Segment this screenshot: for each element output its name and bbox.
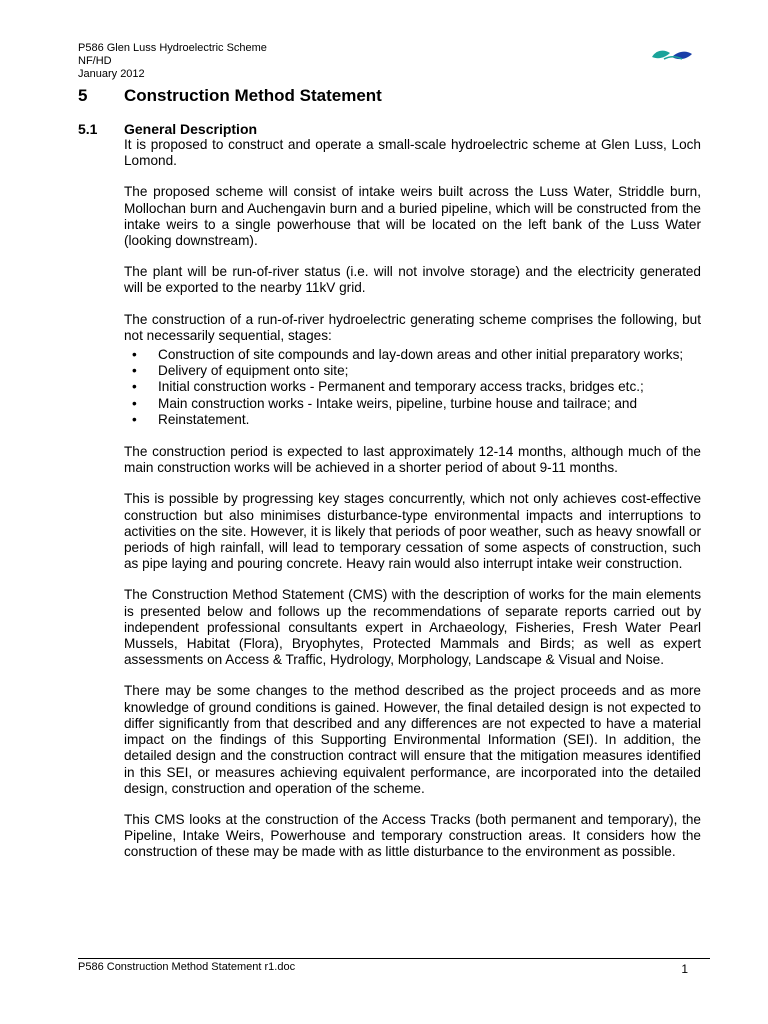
bullet-icon: •: [132, 395, 137, 411]
section-title: Construction Method Statement: [124, 86, 382, 105]
list-item: • Main construction works - Intake weirs, pipeline, turbine house and tailrace; and: [132, 395, 638, 411]
header-authors: NF/HD: [78, 55, 112, 67]
paragraph: The construction period is expected to last approximately 12-14 months, although much of the main construction works will be achieved in a shorter period of about 9-11 months.: [124, 444, 701, 476]
paragraph: It is proposed to construct and operate a small-scale hydroelectric scheme at Glen Luss, Loch Lomond.: [124, 137, 701, 169]
bullet-icon: •: [132, 379, 137, 395]
subsection-number: 5.1: [78, 121, 98, 137]
subsection-title: General Description: [124, 121, 258, 137]
paragraph: The Construction Method Statement (CMS) with the description of works for the main elements is presented below and follows up the recommendations of separate reports carried out by independent professional consultants expert in Archaeology, Fisheries, Fresh Water Pearl Mussels, Habitat (Flora), Bryophytes, Protected Mammals and Birds; as well as expert assessments on Access & Traffic, Hydrology, Morphology, Landscape & Visual and Noise.: [124, 587, 701, 668]
document-header: [78, 42, 267, 81]
company-logo-icon: [650, 48, 694, 62]
list-item: • Delivery of equipment onto site;: [132, 363, 349, 379]
section-heading: [78, 86, 382, 106]
list-item: • Reinstatement.: [132, 411, 250, 427]
list-item: • Construction of site compounds and lay-down areas and other initial preparatory works;: [132, 347, 684, 363]
bullet-icon: •: [132, 411, 137, 427]
section-number: 5: [78, 86, 88, 105]
header-project: P586 Glen Luss Hydroelectric Scheme: [78, 42, 267, 54]
paragraph: There may be some changes to the method described as the project proceeds and as more knowledge of ground conditions is gained. However, the final detailed design is not expected to differ significantly from that described and any differences are not expected to have a material impact on the findings of this Supporting Environmental Information (SEI). In addition, the detailed design and the construction contract will ensure that the mitigation measures identified in this SEI, or measures achieving equivalent performance, are incorporated into the detailed design, construction and operation of the scheme.: [124, 683, 701, 796]
section-body: [124, 137, 701, 876]
list-item: • Initial construction works - Permanent and temporary access tracks, bridges etc.;: [132, 379, 644, 395]
bullet-icon: •: [132, 363, 137, 379]
footer-filename: P586 Construction Method Statement r1.doc: [78, 961, 296, 973]
header-date: January 2012: [78, 68, 145, 80]
stages-list: [124, 347, 701, 428]
paragraph: The plant will be run-of-river status (i.e. will not involve storage) and the electricity generated will be exported to the nearby 11kV grid.: [124, 264, 701, 296]
subsection-heading: [78, 121, 257, 137]
paragraph: This CMS looks at the construction of the Access Tracks (both permanent and temporary), the Pipeline, Intake Weirs, Powerhouse and temporary construction areas. It considers how the construction of these may be made with as little disturbance to the environment as possible.: [124, 811, 701, 860]
paragraph: This is possible by progressing key stages concurrently, which not only achieves cost-effective construction but also minimises disturbance-type environmental impacts and interruptions to activities on the site. However, it is likely that periods of poor weather, such as heavy snowfall or periods of high rainfall, will lead to temporary cessation of some aspects of construction, such as pipe laying and pouring concrete. Heavy rain would also interrupt intake weir construction.: [124, 491, 701, 572]
bullet-icon: •: [132, 347, 137, 363]
paragraph: The construction of a run-of-river hydroelectric generating scheme comprises the following, but not necessarily sequential, stages:: [124, 311, 701, 343]
page-number: 1: [681, 962, 688, 976]
paragraph: The proposed scheme will consist of intake weirs built across the Luss Water, Striddle burn, Mollochan burn and Auchengavin burn and a buried pipeline, which will be constructed from the intake weirs to a single powerhouse that will be located on the left bank of the Luss Water (looking downstream).: [124, 184, 701, 249]
footer-divider: [78, 958, 710, 959]
